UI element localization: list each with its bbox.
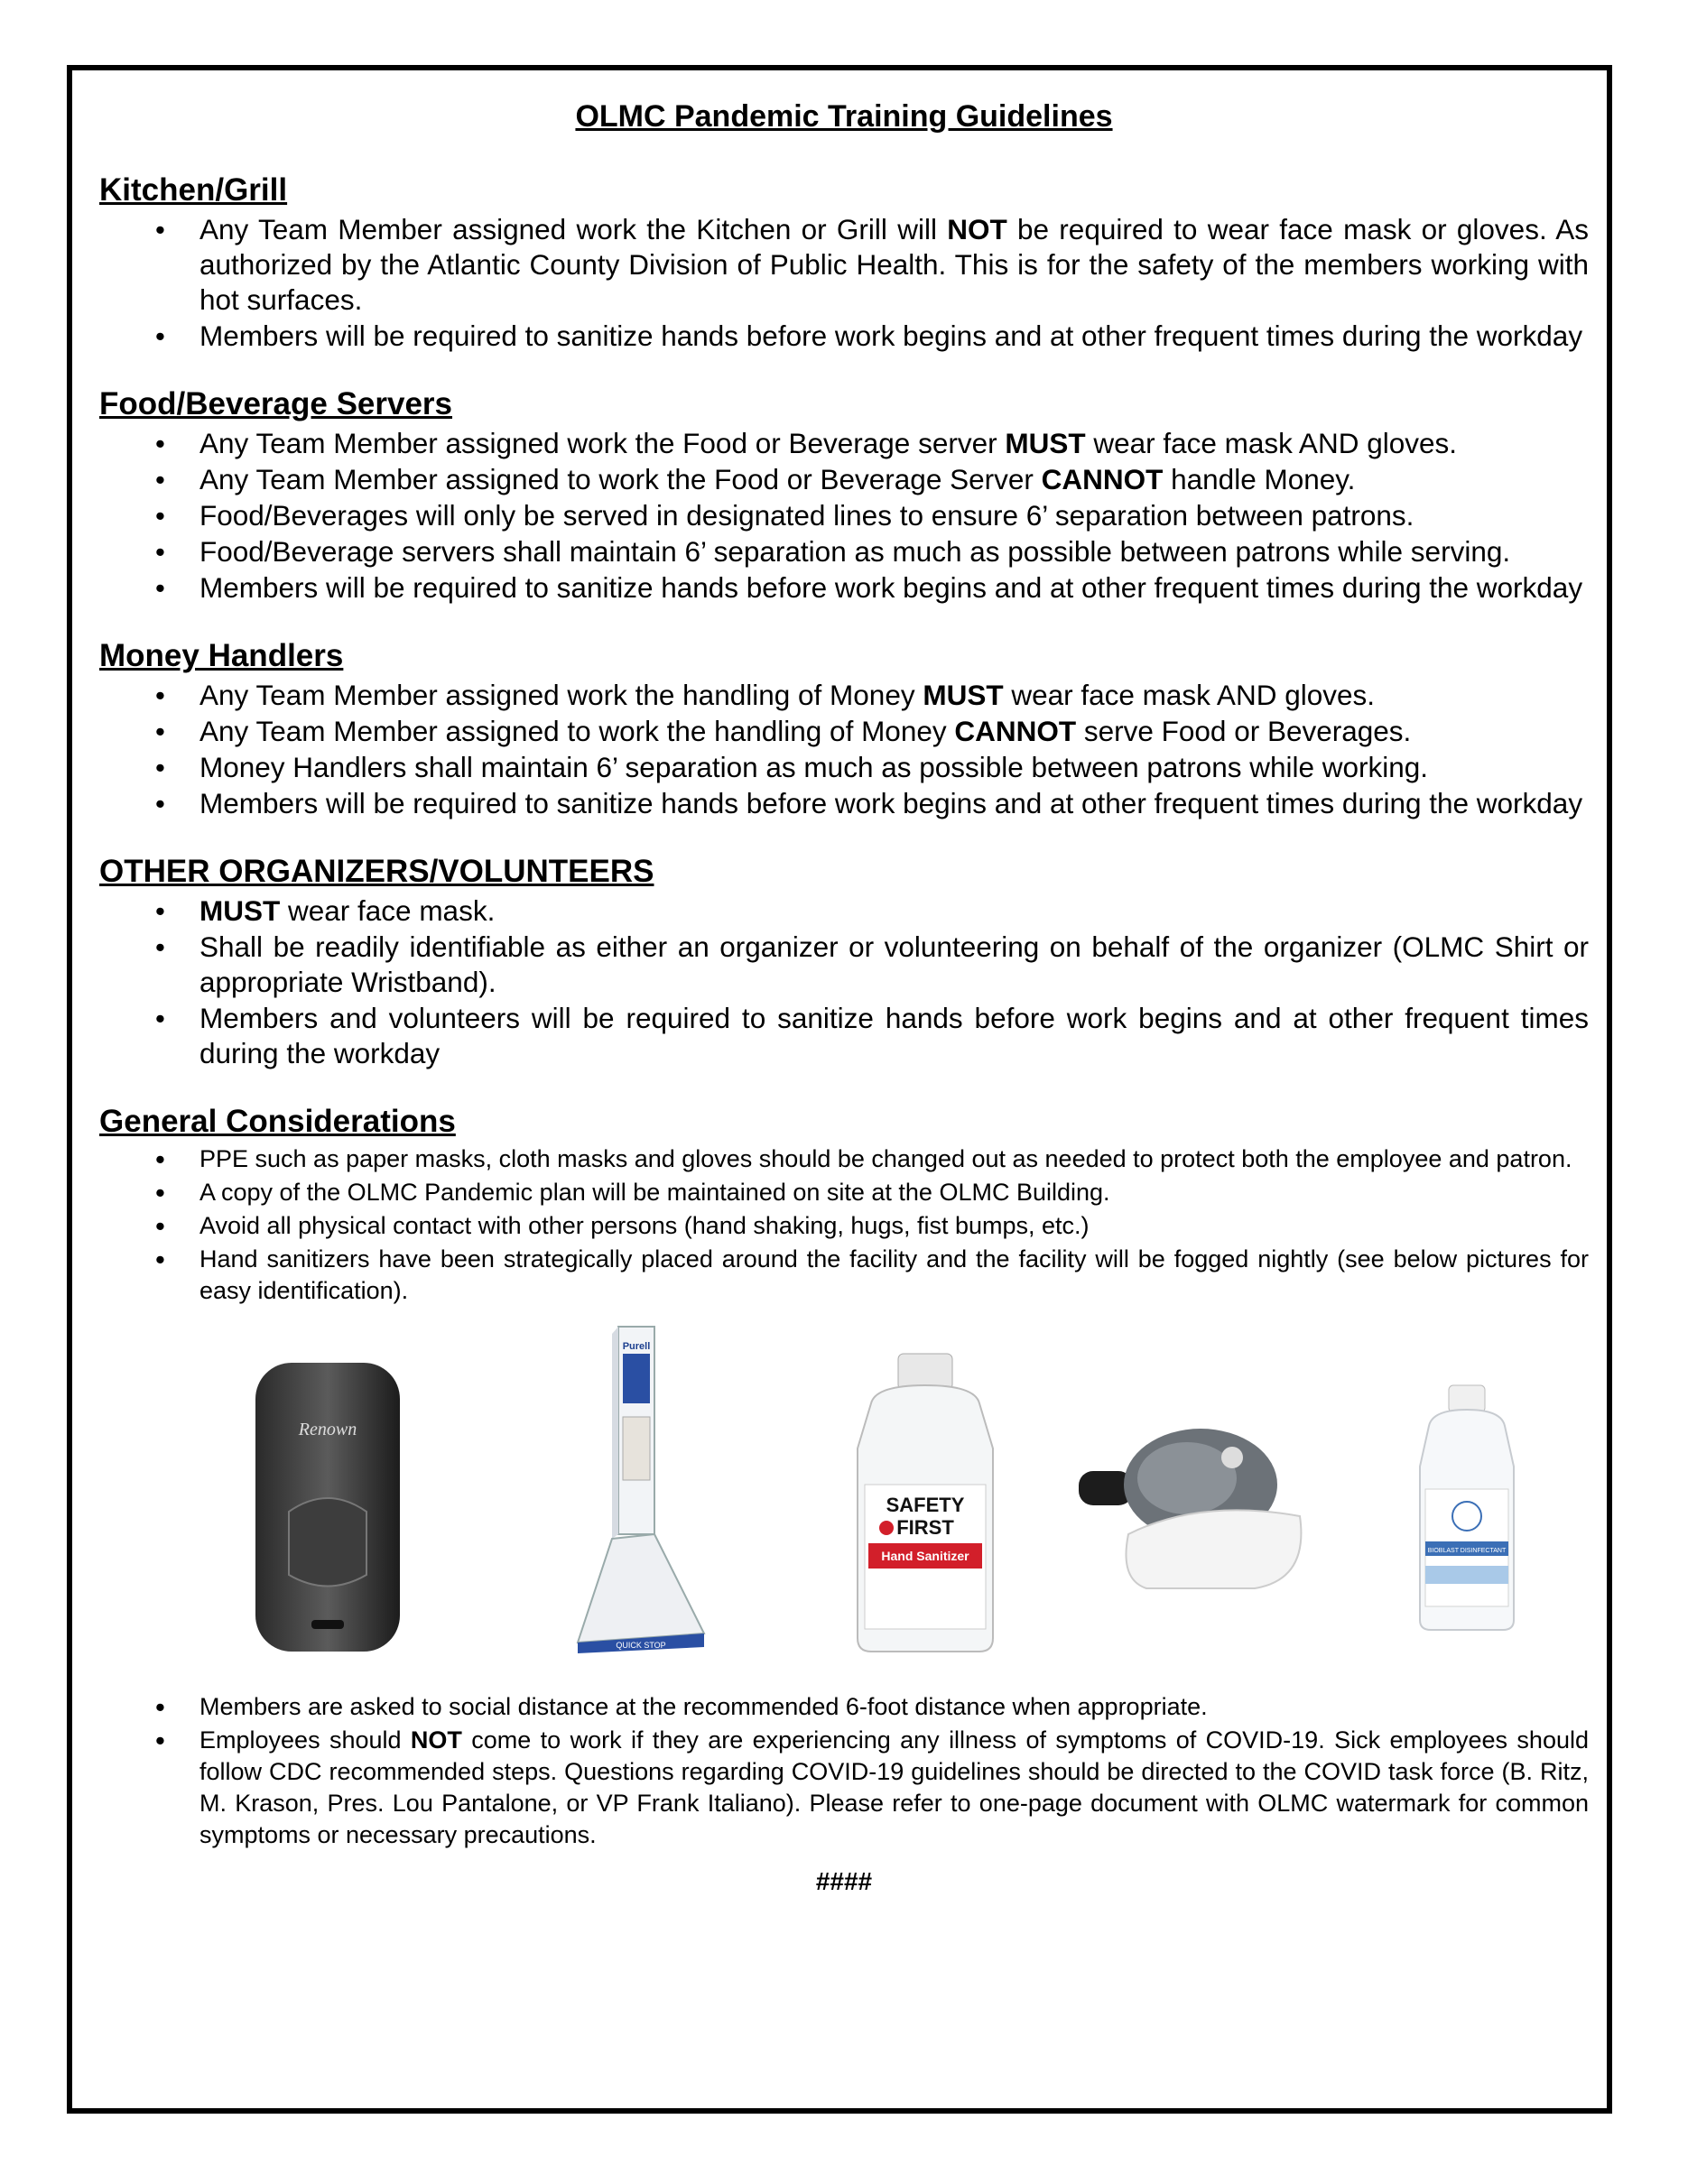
section-list [99,212,1589,354]
bullet-item [99,1210,1589,1242]
page-title: OLMC Pandemic Training Guidelines [575,99,1113,134]
bullet-item [99,1143,1589,1175]
item-text: come to work if they are experiencing any illness of symptoms of COVID-19. Sick employees should follow CDC recommended steps. Questions regarding COVID-19 guidelines should be directed to the COVID task force (B. Ritz, M. Krason, Pres. Lou Pantalone, or VP Frank Italiano). Please refer to one-page document with OLMC watermark for common symptoms or necessary precautions. [199,1726,1589,1848]
item-text: serve Food or Beverages. [1076,715,1412,747]
bullet-item [99,1177,1589,1208]
item-text: Avoid all physical contact with other persons (hand shaking, hugs, fist bumps, etc.) [199,1212,1090,1239]
item-text: Members will be required to sanitize hands before work begins and at other frequent times during the workday [199,571,1583,604]
item-text: Hand sanitizers have been strategically placed around the facility and the facility will be fogged nightly (see below pictures for easy identification). [199,1245,1589,1304]
bullet-item [99,678,1589,713]
item-text: Any Team Member assigned work the Kitchen or Grill will [199,213,948,245]
item-text: Any Team Member assigned to work the Food or Beverage Server [199,463,1042,495]
item-text: PPE such as paper masks, cloth masks and gloves should be changed out as needed to protect both the employee and patron. [199,1145,1572,1172]
bullet-item [99,714,1589,749]
item-text: Members are asked to social distance at the recommended 6-foot distance when appropriate. [199,1693,1208,1720]
section-list [99,893,1589,1071]
item-text: A copy of the OLMC Pandemic plan will be maintained on site at the OLMC Building. [199,1179,1110,1206]
product-pictures [99,1318,1589,1670]
stand-brand: Purell [622,1341,651,1352]
section-list [99,426,1589,606]
bullet-item [99,1725,1589,1851]
bullet-item [99,1244,1589,1307]
dispenser-brand: Renown [298,1420,357,1439]
item-text: Shall be readily identifiable as either an organizer or volunteering on behalf of the organizer (OLMC Shirt or appropriate Wristband). [199,930,1589,998]
general-list [99,1143,1589,1307]
section-heading: Food/Beverage Servers [99,386,453,421]
item-text: Employees should [199,1726,411,1754]
item-text: wear face mask AND gloves. [1085,427,1458,459]
bullet-item [99,462,1589,497]
bullet-item [99,750,1589,785]
sections [99,172,1589,1071]
gallon-brand-2: FIRST [896,1516,954,1539]
item-text: Any Team Member assigned to work the handling of Money [199,715,955,747]
item-text: Any Team Member assigned work the Food or Beverage server [199,427,1006,459]
bullet-item [99,212,1589,318]
bullet-item [99,786,1589,821]
bullet-item [99,426,1589,461]
section-list [99,678,1589,821]
emphasis-text: NOT [947,213,1007,245]
item-text: Members will be required to sanitize hands before work begins and at other frequent times during the workday [199,787,1583,819]
emphasis-text: MUST [1005,427,1086,459]
gallon-label: Hand Sanitizer [881,1549,969,1563]
bullet-item [99,930,1589,1000]
emphasis-text: MUST [199,894,281,927]
bullet-item [99,534,1589,569]
bullet-item [99,570,1589,606]
hand-sanitizer-gallon-image [849,1349,1002,1656]
end-marker: #### [815,1867,873,1895]
document-body [99,90,1589,1896]
disinfectant-gallon-image [1413,1381,1521,1633]
bullet-item [99,893,1589,929]
gallon-brand-1: SAFETY [886,1494,965,1516]
bullet-item [99,1001,1589,1071]
wall-dispenser-image [248,1358,406,1656]
item-text: handle Money. [1163,463,1356,495]
item-text: Money Handlers shall maintain 6’ separation as much as possible between patrons while working. [199,751,1429,783]
bullet-item [99,319,1589,354]
disinfectant-label: BIOBLAST DISINFECTANT [1427,1548,1507,1554]
fogger-machine-image [1074,1408,1327,1606]
stand-label: QUICK STOP [616,1641,666,1650]
emphasis-text: MUST [923,679,1004,711]
general-heading: General Considerations [99,1104,456,1139]
section-heading: Money Handlers [99,638,344,673]
bullet-item [99,498,1589,533]
emphasis-text: CANNOT [1041,463,1164,495]
section-heading: OTHER ORGANIZERS/VOLUNTEERS [99,854,654,889]
item-text: Members and volunteers will be required to sanitize hands before work begins and at other frequent times during the workday [199,1002,1589,1069]
after-pictures-list [99,1691,1589,1851]
item-text: Food/Beverages will only be served in designated lines to ensure 6’ separation between patrons. [199,499,1414,532]
emphasis-text: CANNOT [954,715,1077,747]
item-text: Food/Beverage servers shall maintain 6’ separation as much as possible between patrons while serving. [199,535,1511,568]
bullet-item [99,1691,1589,1723]
section-heading: Kitchen/Grill [99,172,288,208]
item-text: be required to wear face mask or gloves. As authorized by the Atlantic County Division of Public Health. This is for the safety of the members working with hot surfaces. [199,213,1589,316]
floor-stand-image [569,1318,713,1656]
emphasis-text: NOT [410,1726,462,1754]
item-text: wear face mask. [280,894,496,927]
item-text: Any Team Member assigned work the handling of Money [199,679,923,711]
item-text: wear face mask AND gloves. [1003,679,1376,711]
item-text: Members will be required to sanitize hands before work begins and at other frequent times during the workday [199,319,1583,352]
